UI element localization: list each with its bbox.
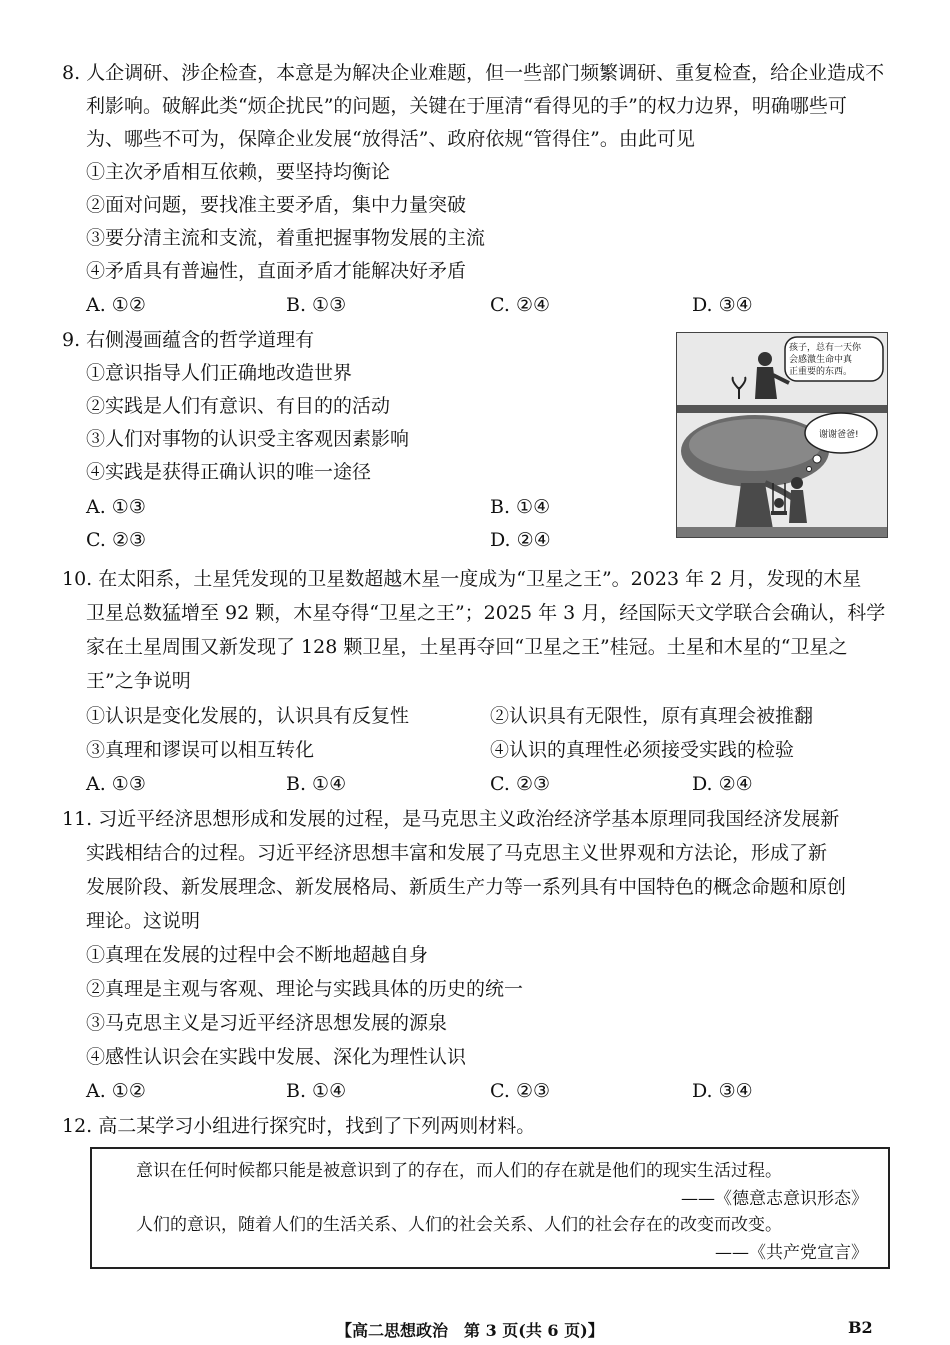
q11-stem-line: 实践相结合的过程。习近平经济思想丰富和发展了马克思主义世界观和方法论，形成了新 bbox=[86, 842, 828, 864]
q10-option-a[interactable]: A. ①③ bbox=[86, 773, 146, 795]
material-box bbox=[90, 1147, 890, 1269]
q8-option-c[interactable]: C. ②④ bbox=[490, 294, 551, 316]
q8-stem-line: 8. 人企调研、涉企检查，本意是为解决企业难题，但一些部门频繁调研、重复检查，给企业造成不 bbox=[62, 62, 885, 84]
q11-stem-line: 11. 习近平经济思想形成和发展的过程，是马克思主义政治经济学基本原理同我国经济发展新 bbox=[62, 808, 840, 830]
q11-statement: ②真理是主观与客观、理论与实践具体的历史的统一 bbox=[86, 978, 524, 1000]
q10-statement: ④认识的真理性必须接受实践的检验 bbox=[490, 739, 795, 761]
q10-option-d[interactable]: D. ②④ bbox=[692, 773, 753, 795]
q9-statement: ③人们对事物的认识受主客观因素影响 bbox=[86, 428, 410, 450]
q8-statement: ④矛盾具有普遍性，直面矛盾才能解决好矛盾 bbox=[86, 260, 467, 282]
q9-statement: ②实践是人们有意识、有目的的活动 bbox=[86, 395, 391, 417]
q9-statement: ①意识指导人们正确地改造世界 bbox=[86, 362, 353, 384]
q10-statement: ①认识是变化发展的，认识具有反复性 bbox=[86, 705, 410, 727]
q8-statement: ①主次矛盾相互依赖，要坚持均衡论 bbox=[86, 161, 391, 183]
q9-option-a[interactable]: A. ①③ bbox=[86, 496, 146, 518]
q11-stem-line: 发展阶段、新发展理念、新发展格局、新质生产力等一系列具有中国特色的概念命题和原创 bbox=[86, 876, 847, 898]
q10-option-c[interactable]: C. ②③ bbox=[490, 773, 551, 795]
q10-stem-line: 10. 在太阳系，土星凭发现的卫星数超越木星一度成为“卫星之王”。2023 年 2 月，发现的木星 bbox=[62, 568, 862, 590]
material-source-2: ——《共产党宣言》 bbox=[715, 1243, 868, 1263]
cartoon-illustration bbox=[676, 332, 888, 538]
q10-stem-line: 家在土星周围又新发现了 128 颗卫星，土星再夺回“卫星之王”桂冠。土星和木星的“卫星之 bbox=[86, 636, 848, 658]
q10-statement: ③真理和谬误可以相互转化 bbox=[86, 739, 315, 761]
q11-statement: ①真理在发展的过程中会不断地超越自身 bbox=[86, 944, 429, 966]
q8-stem-line: 为、哪些不可为，保障企业发展“放得活”、政府依规“管得住”。由此可见 bbox=[86, 128, 695, 150]
q9-option-d[interactable]: D. ②④ bbox=[490, 529, 551, 551]
q8-statement: ②面对问题，要找准主要矛盾，集中力量突破 bbox=[86, 194, 467, 216]
q9-option-c[interactable]: C. ②③ bbox=[86, 529, 147, 551]
q11-option-a[interactable]: A. ①② bbox=[86, 1080, 146, 1102]
q11-statement: ④感性认识会在实践中发展、深化为理性认识 bbox=[86, 1046, 467, 1068]
material-source-1: ——《德意志意识形态》 bbox=[681, 1189, 868, 1209]
q9-statement: ④实践是获得正确认识的唯一途径 bbox=[86, 461, 372, 483]
q8-option-d[interactable]: D. ③④ bbox=[692, 294, 753, 316]
q9-stem: 9. 右侧漫画蕴含的哲学道理有 bbox=[62, 329, 315, 351]
q8-stem-line: 利影响。破解此类“烦企扰民”的问题，关键在于厘清“看得见的手”的权力边界，明确哪些可 bbox=[86, 95, 847, 117]
q8-option-a[interactable]: A. ①② bbox=[86, 294, 146, 316]
bubble-bottom-text: 谢谢爸爸! bbox=[819, 430, 859, 440]
bubble-top-text-2: 会感激生命中真 bbox=[789, 355, 853, 365]
q12-stem: 12. 高二某学习小组进行探究时，找到了下列两则材料。 bbox=[62, 1115, 536, 1137]
cartoon-drawing bbox=[677, 333, 887, 537]
q8-statement: ③要分清主流和支流，着重把握事物发展的主流 bbox=[86, 227, 486, 249]
q11-option-d[interactable]: D. ③④ bbox=[692, 1080, 753, 1102]
q10-statement: ②认识具有无限性，原有真理会被推翻 bbox=[490, 705, 814, 727]
paper-code: B2 bbox=[848, 1318, 873, 1337]
material-quote-1: 意识在任何时候都只能是被意识到了的存在，而人们的存在就是他们的现实生活过程。 bbox=[136, 1161, 782, 1181]
q10-stem-line: 卫星总数猛增至 92 颗，木星夺得“卫星之王”；2025 年 3 月，经国际天文学联合会确认，科学 bbox=[86, 602, 886, 624]
q11-option-c[interactable]: C. ②③ bbox=[490, 1080, 551, 1102]
material-quote-2: 人们的意识，随着人们的生活关系、人们的社会关系、人们的社会存在的改变而改变。 bbox=[136, 1215, 782, 1235]
page-footer: 【高二思想政治 第 3 页(共 6 页)】 bbox=[336, 1321, 604, 1340]
q10-stem-line: 王”之争说明 bbox=[86, 670, 191, 692]
q11-option-b[interactable]: B. ①④ bbox=[286, 1080, 347, 1102]
q8-option-b[interactable]: B. ①③ bbox=[286, 294, 347, 316]
q9-option-b[interactable]: B. ①④ bbox=[490, 496, 551, 518]
q11-stem-line: 理论。这说明 bbox=[86, 910, 201, 932]
q11-statement: ③马克思主义是习近平经济思想发展的源泉 bbox=[86, 1012, 448, 1034]
bubble-top-text-3: 正重要的东西。 bbox=[789, 367, 853, 377]
q10-option-b[interactable]: B. ①④ bbox=[286, 773, 347, 795]
bubble-top-text-1: 孩子，总有一天你 bbox=[789, 343, 862, 353]
